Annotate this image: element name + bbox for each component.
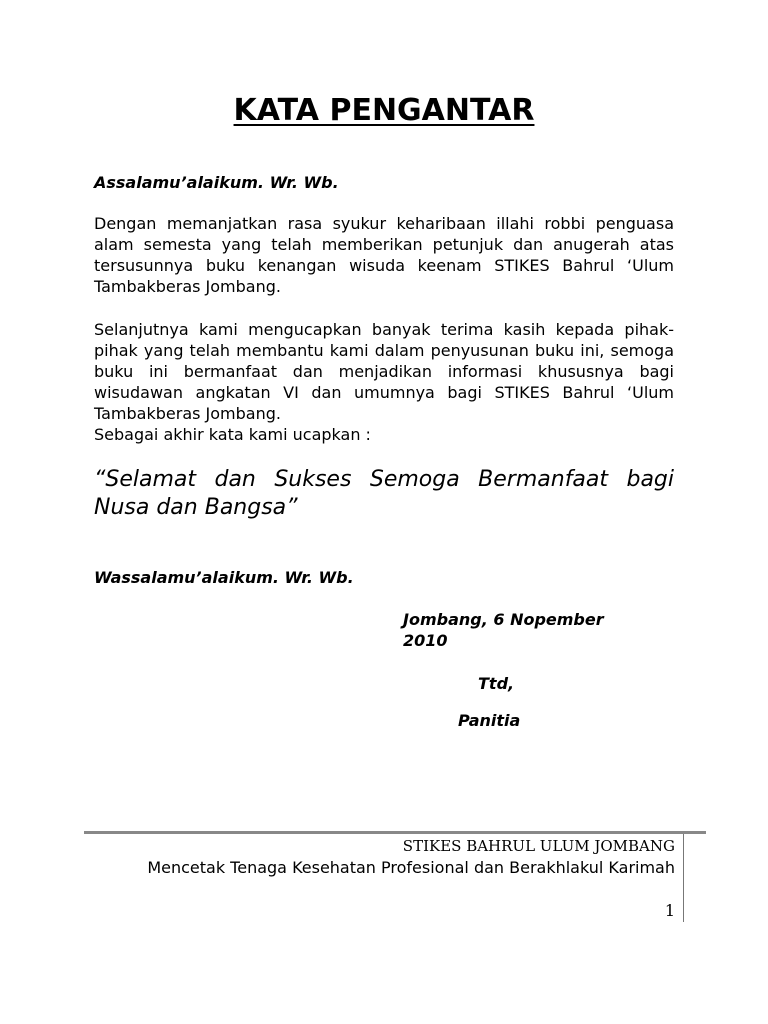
place-and-date: Jombang, 6 Nopember 2010 — [403, 610, 604, 650]
footer-vertical-divider — [683, 834, 684, 922]
page-number: 1 — [664, 901, 675, 920]
quote-text: “Selamat dan Sukses Semoga Bermanfaat bagi Nusa dan Bangsa” — [94, 467, 674, 520]
footer-divider — [84, 831, 706, 834]
signature-label: Ttd, — [478, 674, 515, 693]
body-paragraph-2: Selanjutnya kami mengucapkan banyak terima kasih kepada pihak-pihak yang telah membantu kami dalam penyusunan buku ini, semoga buku ini bermanfaat dan menjadikan informasi khususnya bagi wisudawan angkatan VI dan umumnya bagi STIKES Bahrul ‘Ulum Tambakberas Jombang. — [94, 320, 674, 423]
closing-line: Sebagai akhir kata kami ucapkan : — [94, 425, 371, 444]
footer-organization: STIKES BAHRUL ULUM JOMBANG — [402, 837, 675, 855]
closing-greeting: Wassalamu’alaikum. Wr. Wb. — [94, 568, 354, 587]
page-title: KATA PENGANTAR — [233, 93, 535, 128]
body-paragraph-1: Dengan memanjatkan rasa syukur keharibaan illahi robbi penguasa alam semesta yang telah memberikan petunjuk dan anugerah atas tersusunnya buku kenangan wisuda keenam STIKES Bahrul ‘Ulum Tambakberas Jombang. — [94, 214, 674, 296]
signer-name: Panitia — [458, 711, 521, 730]
opening-greeting: Assalamu’alaikum. Wr. Wb. — [94, 173, 339, 192]
footer-motto: Mencetak Tenaga Kesehatan Profesional dan Berakhlakul Karimah — [147, 858, 675, 877]
